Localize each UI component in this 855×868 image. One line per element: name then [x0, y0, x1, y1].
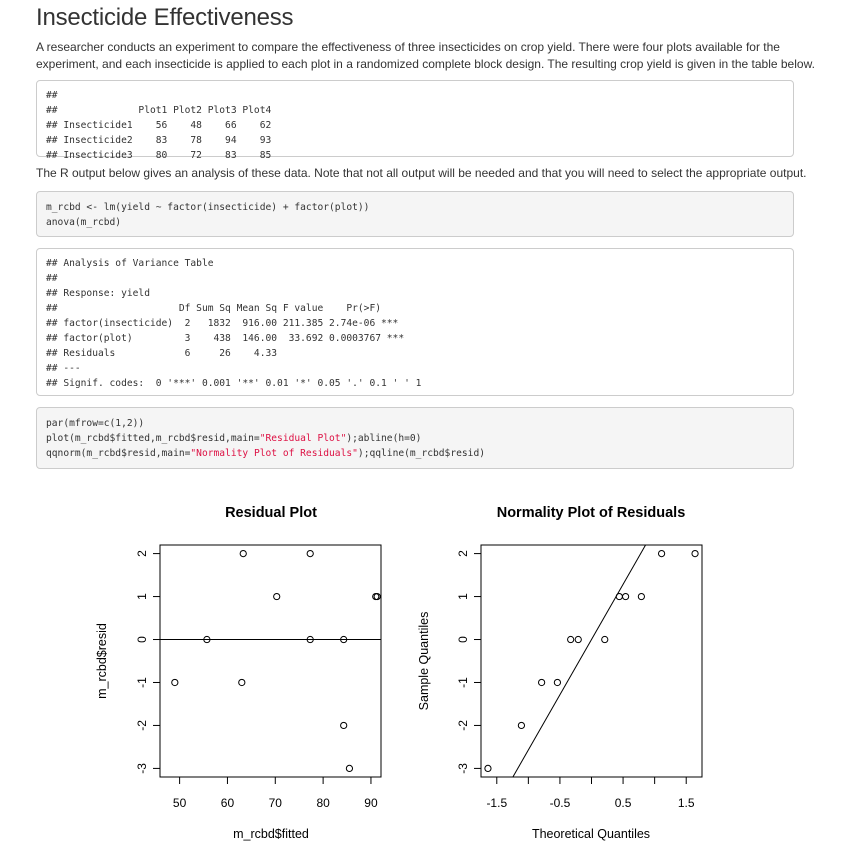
code-lines-model	[46, 200, 793, 230]
code-block-plots	[36, 407, 794, 469]
qq-x-tick-label: 1.5	[677, 796, 695, 810]
data-table-lines	[46, 88, 793, 163]
second-paragraph: The R output below gives an analysis of these data. Note that not all output will be needed and that you will need to select the appropriate output.	[36, 166, 807, 180]
residual-y-tick-label: -2	[135, 720, 149, 731]
qq-y-tick-label: 1	[456, 593, 470, 600]
code-line: ## Analysis of Variance Table	[46, 258, 214, 269]
residual-plot	[95, 505, 381, 841]
residual-point	[172, 679, 178, 685]
qq-reference-line	[513, 545, 646, 777]
residual-point	[307, 550, 313, 556]
qq-x-tick-label: 0.5	[614, 796, 632, 810]
qq-point	[518, 722, 524, 728]
qq-point	[539, 679, 545, 685]
code-line: ## Residuals 6 26 4.33	[46, 348, 278, 359]
qq-x-tick-label: -1.5	[486, 796, 508, 810]
qq-y-tick-label: 2	[456, 550, 470, 557]
qq-y-tick-label: -1	[456, 677, 470, 688]
code-line: ## factor(insecticide) 2 1832 916.00 211.385 2.74e-06 ***	[46, 318, 399, 329]
qq-y-tick-label: -3	[456, 763, 470, 774]
residual-x-axis-label: m_rcbd$fitted	[233, 827, 309, 841]
residual-x-tick-label: 70	[268, 796, 282, 810]
code-line: anova(m_rcbd)	[46, 217, 122, 228]
code-line: ## Plot1 Plot2 Plot3 Plot4	[46, 105, 272, 116]
residual-x-tick-label: 90	[364, 796, 378, 810]
code-line: qqnorm(m_rcbd$resid,main="Normality Plot of Residuals");qqline(m_rcbd$resid)	[46, 448, 485, 459]
qq-point	[638, 593, 644, 599]
qq-point	[658, 550, 664, 556]
qq-point	[554, 679, 560, 685]
qq-point	[568, 636, 574, 642]
code-line: ## Insecticide2 83 78 94 93	[46, 135, 272, 146]
residual-x-tick-label: 60	[220, 796, 235, 810]
code-line: ## Df Sum Sq Mean Sq F value Pr(>F)	[46, 303, 382, 314]
residual-title: Residual Plot	[225, 505, 317, 521]
qq-title: Normality Plot of Residuals	[496, 505, 686, 521]
qq-point	[616, 593, 622, 599]
residual-y-tick-label: 2	[135, 550, 149, 557]
qq-y-tick-label: -2	[456, 720, 470, 731]
residual-x-tick-label: 80	[316, 796, 330, 810]
anova-output	[36, 248, 794, 396]
qq-y-axis-label: Sample Quantiles	[417, 611, 431, 711]
code-line: ## Insecticide3 80 72 83 85	[46, 150, 272, 161]
code-line: plot(m_rcbd$fitted,m_rcbd$resid,main="Residual Plot");abline(h=0)	[46, 433, 422, 444]
data-table-output	[36, 80, 794, 161]
qq-point	[575, 636, 581, 642]
intro-paragraph: A researcher conducts an experiment to compare the effectiveness of three insecticides on crop yield. There were four plots available for the experiment, and each insecticide is applied to each plot in a randomized complete block design. The resulting crop yield is given in the table below.	[36, 40, 815, 71]
residual-y-axis-label: m_rcbd$resid	[95, 623, 109, 699]
page-title: Insecticide Effectiveness	[36, 4, 294, 31]
qq-point	[602, 636, 608, 642]
code-block-model	[36, 191, 794, 237]
qq-x-tick-label: -0.5	[549, 796, 571, 810]
residual-point	[239, 679, 245, 685]
residual-point	[341, 722, 347, 728]
residual-plot-frame	[160, 545, 381, 777]
code-line: ## factor(plot) 3 438 146.00 33.692 0.0003767 ***	[46, 333, 405, 344]
residual-y-tick-label: -1	[135, 677, 149, 688]
code-line: ## Response: yield	[46, 288, 150, 299]
qq-plot-frame	[481, 545, 702, 777]
code-line: m_rcbd <- lm(yield ~ factor(insecticide) + factor(plot))	[46, 202, 370, 213]
residual-y-tick-label: 1	[135, 593, 149, 600]
code-line: ## Insecticide1 56 48 66 62	[46, 120, 272, 131]
code-line: ## Signif. codes: 0 '***' 0.001 '**' 0.01 '*' 0.05 '.' 0.1 ' ' 1	[46, 378, 422, 389]
code-line: ##	[46, 273, 58, 284]
anova-lines	[46, 256, 793, 391]
qq-plot	[417, 505, 702, 841]
qq-x-axis-label: Theoretical Quantiles	[531, 827, 651, 841]
code-line: ##	[46, 90, 58, 101]
residual-point	[346, 765, 352, 771]
residual-y-tick-label: -3	[135, 763, 149, 774]
qq-y-tick-label: 0	[456, 636, 470, 643]
qq-point	[485, 765, 491, 771]
qq-point	[622, 593, 628, 599]
code-lines-plots	[46, 416, 793, 461]
code-line: par(mfrow=c(1,2))	[46, 418, 145, 429]
residual-y-tick-label: 0	[135, 636, 149, 643]
residual-point	[240, 550, 246, 556]
qq-point	[692, 550, 698, 556]
residual-x-tick-label: 50	[172, 796, 187, 810]
residual-point	[274, 593, 280, 599]
code-line: ## ---	[46, 363, 81, 374]
